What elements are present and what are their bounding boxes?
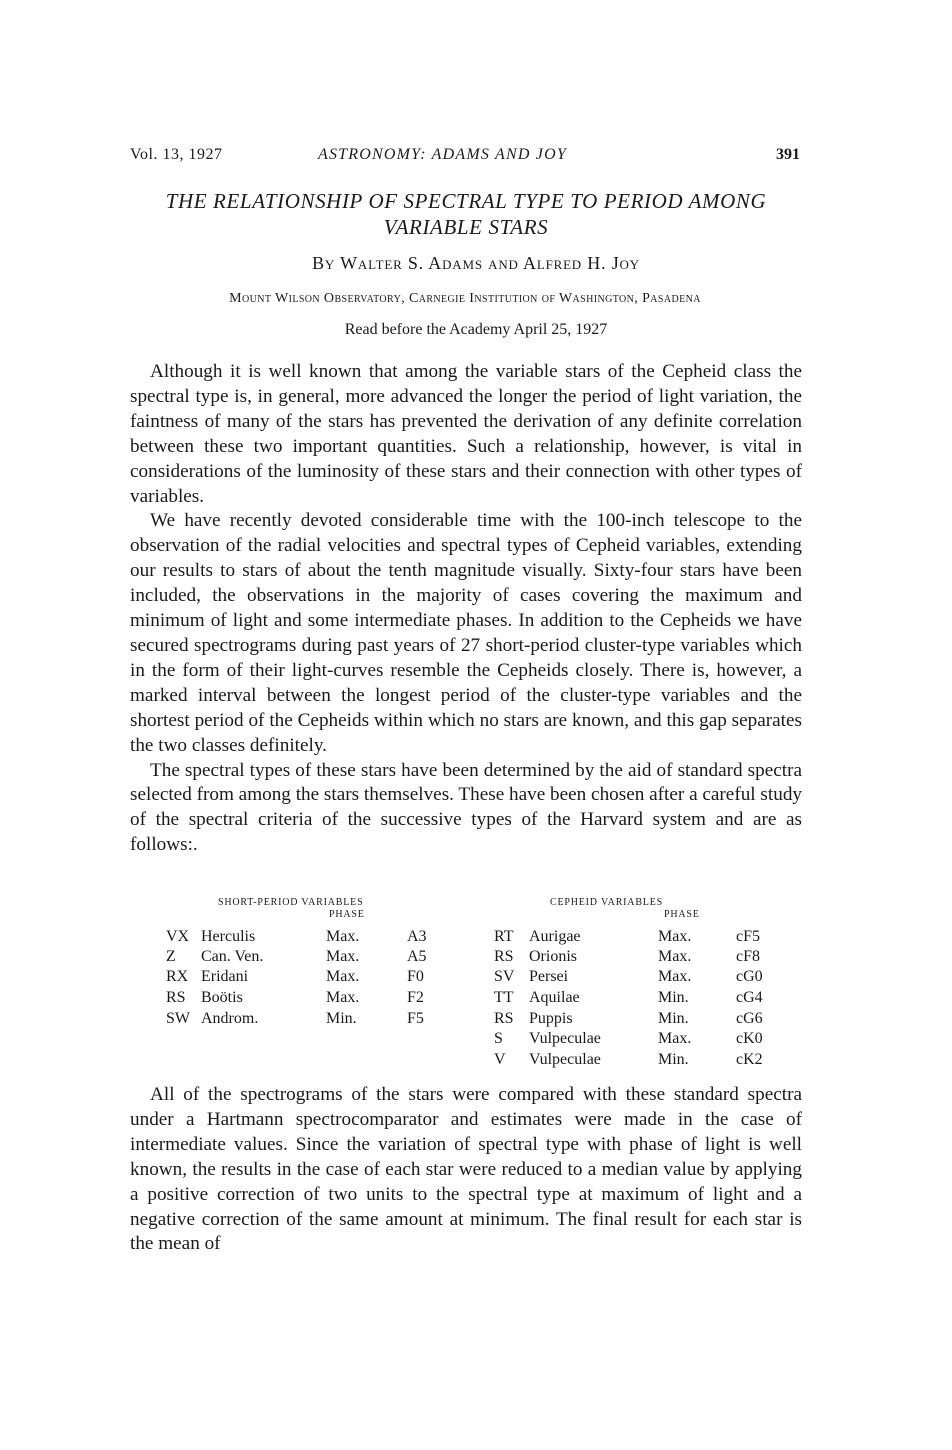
table-caption: CEPHEID VARIABLES <box>550 897 663 908</box>
star-prefix: SV <box>494 968 515 985</box>
article-authors: By Walter S. Adams and Alfred H. Joy <box>312 253 640 273</box>
star-prefix: RS <box>494 948 514 965</box>
star-prefix: V <box>494 1051 506 1068</box>
star-name: Boötis <box>201 989 243 1006</box>
star-prefix: S <box>494 1030 503 1047</box>
spectral-type: F5 <box>407 1010 424 1027</box>
page-number: 391 <box>776 146 800 163</box>
star-name: Aurigae <box>529 928 581 945</box>
table-caption: SHORT-PERIOD VARIABLES <box>218 897 364 908</box>
read-note: Read before the Academy April 25, 1927 <box>344 321 608 338</box>
phase: Max. <box>658 928 692 945</box>
phase: Max. <box>326 968 360 985</box>
star-name: Vulpeculae <box>529 1030 601 1047</box>
spectral-type: cG4 <box>736 989 763 1006</box>
phase: Min. <box>658 1010 689 1027</box>
phase: Min. <box>326 1010 357 1027</box>
star-prefix: RS <box>494 1010 514 1027</box>
star-name: Can. Ven. <box>201 948 264 965</box>
star-name: Orionis <box>529 948 577 965</box>
phase: Max. <box>326 948 360 965</box>
body-text-continued <box>130 1083 802 1257</box>
paragraph: All of the spectrograms of the stars were compared with these standard spectra under a Hartmann spectrocomparator and estimates were made in the case of intermediate values. Since the variation of spectral type with phase of light is well known, the results in the case of each star were reduced to a median value by applying a positive correction of two units to the spectral type at maximum of light and a negative correction of the same amount at minimum. The final result for each star is the mean of <box>130 1084 802 1255</box>
spectral-type: F0 <box>407 968 424 985</box>
phase: Max. <box>326 928 360 945</box>
paragraph: The spectral types of these stars have been determined by the aid of standard spectra selected from among the stars themselves. These have been chosen after a careful study of the spectral criteria of the successive types of the Harvard system and are as follows:. <box>130 759 803 856</box>
spectral-type: cG6 <box>736 1010 763 1027</box>
star-name: Vulpeculae <box>529 1051 601 1068</box>
phase: Min. <box>658 989 689 1006</box>
spectral-type: cF5 <box>736 928 760 945</box>
spectral-type: cG0 <box>736 968 763 985</box>
phase: Min. <box>658 1051 689 1068</box>
star-name: Eridani <box>201 968 249 985</box>
page-header <box>130 146 800 170</box>
star-prefix: RX <box>166 968 189 985</box>
paragraph: We have recently devoted considerable time with the 100-inch telescope to the observation of the radial velocities and spectral types of Cepheid variables, extending our results to stars of about the tenth magnitude visually. Sixty-four stars have been included, the observations in the majority of cases covering the maximum and minimum of light and some intermediate phases. In addition to the Cepheids we have secured spectrograms during past years of 27 short-period cluster-type variables which in the form of their light-curves resemble the Cepheids closely. There is, however, a marked interval between the longest period of the cluster-type variables and the shortest period of the Cepheids within which no stars are known, and this gap separates the two classes definitely. <box>130 510 802 756</box>
author-affiliation: Mount Wilson Observatory, Carnegie Institution of Washington, Pasadena <box>229 291 701 306</box>
star-prefix: Z <box>166 948 176 965</box>
star-prefix: RT <box>494 928 514 945</box>
star-name: Puppis <box>529 1010 573 1027</box>
star-name: Herculis <box>201 928 256 945</box>
body-text-intro <box>130 360 802 858</box>
star-prefix: RS <box>166 989 186 1006</box>
spectral-type: cK0 <box>736 1030 763 1047</box>
star-name: Persei <box>529 968 569 985</box>
star-name: Androm. <box>201 1010 259 1027</box>
star-prefix: VX <box>166 928 190 945</box>
star-prefix: SW <box>166 1010 190 1027</box>
spectral-type: A5 <box>407 948 427 965</box>
spectral-type: F2 <box>407 989 424 1006</box>
spectral-type: cF8 <box>736 948 760 965</box>
phase-column-header: PHASE <box>329 909 365 920</box>
star-prefix: TT <box>494 989 514 1006</box>
paragraph: Although it is well known that among the variable stars of the Cepheid class the spectral type is, in general, more advanced the longer the period of light variation, the faintness of many of the stars has prevented the derivation of any definite correlation between these two important quantities. Such a relationship, however, is vital in considerations of the luminosity of these stars and their connection with other types of variables. <box>130 361 802 507</box>
spectral-type: A3 <box>407 928 427 945</box>
volume-info: Vol. 13, 1927 <box>130 146 223 163</box>
phase-column-header: PHASE <box>664 909 700 920</box>
phase: Max. <box>658 968 692 985</box>
article-title: THE RELATIONSHIP OF SPECTRAL TYPE TO PERIOD AMONG VARIABLE STARS <box>165 189 767 239</box>
star-name: Aquilae <box>529 989 580 1006</box>
phase: Max. <box>326 989 360 1006</box>
spectral-type: cK2 <box>736 1051 763 1068</box>
phase: Max. <box>658 948 692 965</box>
phase: Max. <box>658 1030 692 1047</box>
running-title: ASTRONOMY: ADAMS AND JOY <box>318 146 567 163</box>
